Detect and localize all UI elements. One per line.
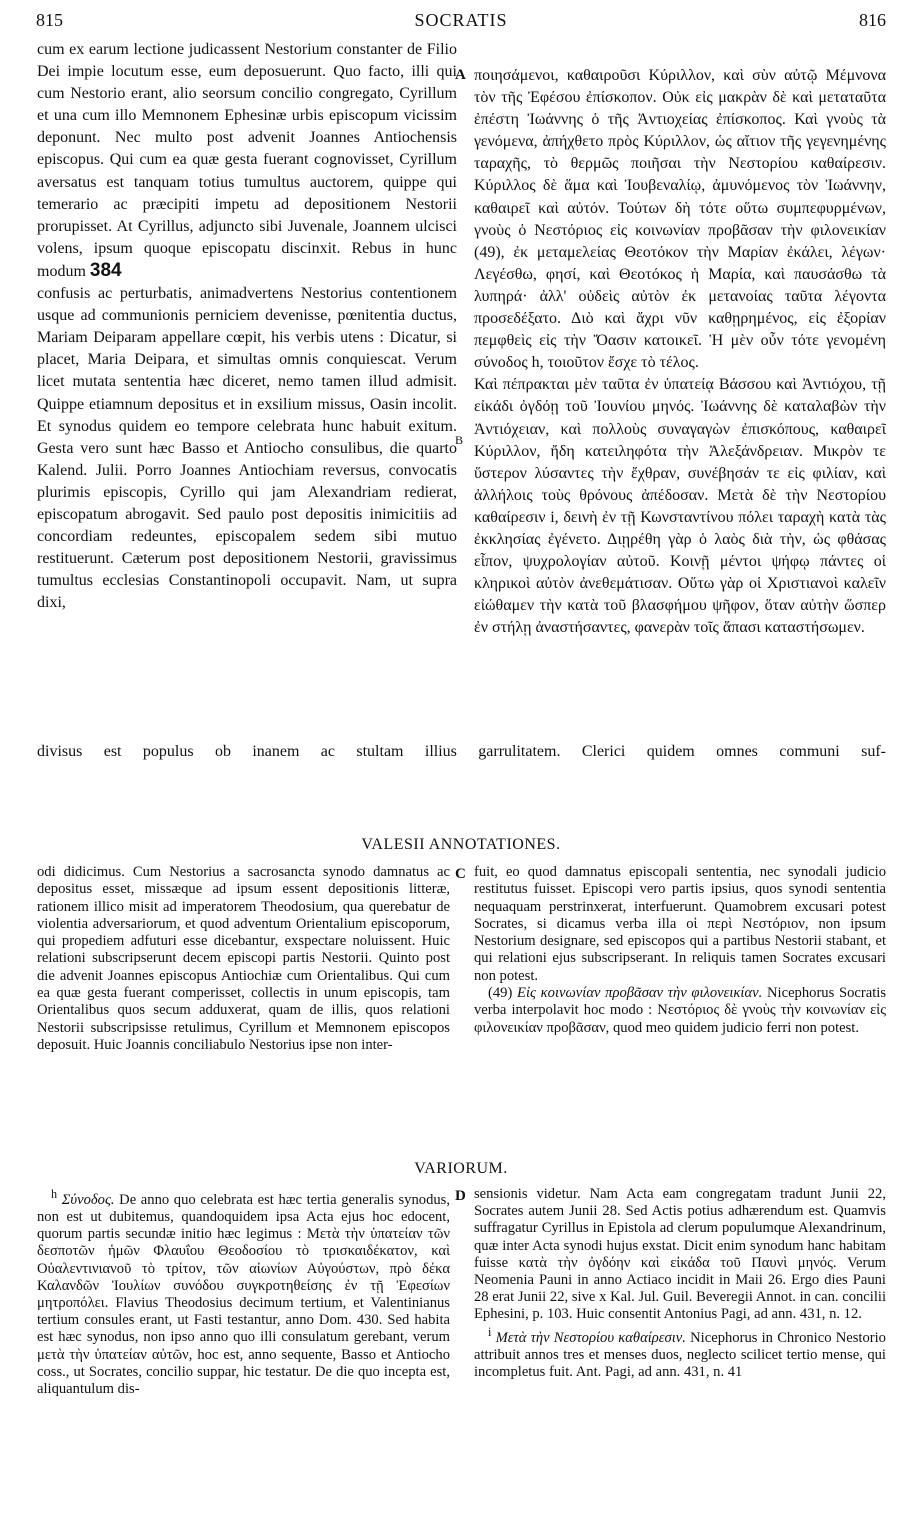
margin-letter-c: C (455, 866, 466, 882)
latin-text-1: cum ex earum lectione judicassent Nestorium constanter de Filio Dei impie locutum esse, eum deposuerunt. Quo facto, illi qui cum Nestorio erant, alio seorsum concilio congregato, Cyrillum et una cum illo Memnonem Ephesinæ urbis episcopum vicissim deponunt. Nec multo post advenit Joannes Antiochensis episcopus. Qui cum ea quæ gesta fuerant cognovisset, Cyrillum aversatus est tanquam totius tumultus auctorem, quippe qui temerario ac præcipiti impetu ad depositionem Nestorii prorupisset. At Cyrillus, adjuncto sibi Juvenale, Joannem ulcisci volens, ipsum quoque episcopatu discinxit. Rebus in hunc modum (37, 41, 457, 280)
valesii-heading: VALESII ANNOTATIONES. (361, 836, 561, 853)
running-header (36, 10, 886, 36)
latin-paragraph-2 (37, 283, 457, 614)
footnote-mark-i: i (488, 1324, 492, 1339)
note-text-i: Nicephorus in Chronico Nestorio attribuit annos tres et menses duos, neglecto scilicet tertio mense, qui incompletus fuit. Ant. Pagi, ad ann. 431, n. 41 (474, 1329, 886, 1380)
running-title: SOCRATIS (414, 10, 508, 30)
page-number-left: 815 (36, 10, 63, 30)
note-lemma-i: Μετὰ τὴν Νεστορίου καθαίρεσιν. (495, 1329, 686, 1346)
variorum-right-column (474, 1186, 886, 1526)
margin-letter-b: B (455, 433, 464, 447)
margin-letter-a: A (455, 67, 466, 83)
variorum-note-h (37, 1186, 450, 1398)
note-text: Nicephorus Socratis verba interpolavit hoc modo : Νεστόριος δὲ γνοὺς τὴν κοινωνίαν εἰς φιλονεικίαν προβᾶσαν, quod meo quidem judicio ferri non potest. (474, 985, 886, 1036)
note-lemma-h: Σύνοδος. (61, 1191, 115, 1208)
greek-text-column (474, 65, 886, 742)
page-number-right: 816 (859, 10, 886, 30)
full-width-line: divisus est populus ob inanem ac stultam illius garrulitatem. Clerici quidem omnes communi suf- (37, 743, 886, 760)
latin-paragraph-1 (37, 39, 457, 283)
variorum-note-i (474, 1324, 886, 1381)
valesii-right-note-1: fuit, eo quod damnatus episcopali sententia, nec synodali judicio restitutus fuisset. Episcopi vero partis ipsius, quos synodi sententia nequaquam perstrinxerat, interfuerunt. Quamobrem excusari potest Socrates, si dicamus verba illa οἱ περὶ Νεστόριον, non ipsum Nestorium designare, sed episcopos qui a partibus Nestorii stabant, et qui relationi ejus subscripserant. In reliquis tamen Socrates excusari non potest. (474, 864, 886, 984)
greek-paragraph-1 (474, 65, 886, 374)
footnote-mark-h: h (51, 1187, 58, 1201)
valesii-right-column (474, 864, 886, 1154)
greek-text-2: Καὶ πέπρακται μὲν ταῦτα ἐν ὑπατείᾳ Βάσσου καὶ Ἀντιόχου, τῇ εἰκάδι ὀγδόῃ τοῦ Ἰουνίου μηνός. Ἰωάννης δὲ καταλαβὼν τὴν Ἀντιόχειαν, καὶ πολλοὺς συναγαγὼν ἐπισκόπους, καθαιρεῖ Κύριλλον, ἤδη κατειληφότα τὴν Ἀλεξάνδρειαν. Μικρὸν τε ὕστερον λύσαντες τὴν ἔχθραν, συνέβησάν τε εἰς φιλίαν, καὶ ἀλλήλοις τοὺς θρόνους ἀπέδοσαν. Μετὰ δὲ τὴν Νεστορίου καθαίρεσιν i, δεινὴ ἐν τῇ Κωνσταντίνου πόλει ταραχὴ κατὰ τὰς ἐκκλησίας ἐγένετο. Διῃρέθη γὰρ ὁ λαὸς διὰ τὴν, ὡς φθάσας εἶπον, ψυχρολογίαν αὐτοῦ. Κοινῇ μέντοι ψήφῳ πάντες οἱ κληρικοὶ αὐτὸν ἀνεθεμάτισαν. Οὕτω γὰρ οἱ Χριστιανοὶ καλεῖν εἰώθαμεν τὴν κατὰ τοῦ βλασφήμου ψῆφον, ὅταν αὐτὴν ὥσπερ ἐν στήλῃ ἀναστήσαντες, φανερὰν τοῖς ἅπασι καταστήσωμεν. (474, 376, 886, 637)
variorum-heading: VARIORUM. (414, 1160, 508, 1177)
section-number: 384 (89, 259, 122, 281)
valesii-left-column: odi didicimus. Cum Nestorius a sacrosancta synodo damnatus ac depositus esset, missæque ad ipsum essent depositionis litteræ, rationem illico misit ad imperatorem Theodosium, qua querebatur de violentia adversariorum, et quod adventum Orientalium episcoporum, qui propediem adfuturi esse dicebantur, exspectare noluissent. Huic relationi subscripserunt decem episcopi partis Nestorii. Quinto post die advenit Joannes episcopus Antiochiæ cum Orientalibus. Qui cum ea quæ gesta fuerant comperisset, collectis in unum episcopis, tam Orientalibus quos secum adduxerat, quam de illis, quos relationi Nestorii subscripsisse retulimus, Cyrillum et Memnonem episcopos deposuit. Huic Joannis conciliabulo Nestorius ipse non inter- (37, 864, 450, 1053)
note-number: (49) (488, 985, 513, 1002)
greek-paragraph-2 (474, 374, 886, 639)
valesii-right-note-2 (474, 985, 886, 1037)
latin-text-column (37, 39, 457, 763)
note-lemma: Εἰς κοινωνίαν προβᾶσαν τὴν φιλονεικίαν. (517, 985, 763, 1002)
note-text-h: De anno quo celebrata est hæc tertia generalis synodus, non est ut dubitemus, quandoquidem ipsa Acta ejus hoc edocent, quorum partis secundæ initio hæc legimus : Μετὰ τὴν ὑπατείαν τῶν δεσποτῶν ἡμῶν Φλαυΐου Θεοδοσίου τὸ τρισκαιδέκατον, καὶ Οὐαλεντινιανοῦ τὸ τρίτον, τῶν αἰωνίων Αὐγούστων, πρὸ δέκα Καλανδῶν Ἰουλίων συνόδου συγκροτηθείσης ἐν τῇ Ἐφεσίων μητροπόλει. Flavius Theodosius decimum tertium, et Valentinianus tertium consules erant, ut Fasti testantur, anno Dom. 430. Sed habita est hæc synodus, non ipso anno quo illi consulatum gerebant, verum μετὰ τὴν ὑπατείαν αὐτῶν, hoc est, anno sequente, Basso et Antiocho coss., ut Socrates, concilio suppar, hic testatur. De die quo incepta est, aliquantulum dis- (37, 1191, 450, 1398)
margin-letter-d: D (455, 1188, 466, 1204)
greek-text-1: ποιησάμενοι, καθαιροῦσι Κύριλλον, καὶ σὺν αὐτῷ Μέμνονα τὸν τῆς Ἐφέσου ἐπίσκοπον. Οὐκ εἰς μακρὰν δὲ καὶ μεταταῦτα ἐπέστη Ἰωάννης ὁ τῆς Ἀντιοχείας ἐπίσκοπος. Καὶ γνοὺς τὰ γενόμενα, ἀπήχθετο πρὸς Κύριλλον, ὡς αἴτιον τῆς γεγενημένης ταραχῆς, τὸ θερμῶς ποιῆσαι τὴν Νεστορίου καθαίρεσιν. Κύριλλος δὲ ἅμα καὶ Ἰουβεναλίῳ, ἀμυνόμενος τὸν Ἰωάννην, καθαιρεῖ καὶ αὐτόν. Τούτων δὴ τότε οὕτω συμπεφυρμένων, γνοὺς ὁ Νεστόριος εἰς κοινωνίαν προβᾶσαν τὴν φιλονεικίαν (49), ἐκ μεταμελείας Θεοτόκον τὴν Μαρίαν ἐκάλει, λέγων· Λεγέσθω, φησί, καὶ Θεοτόκος ἡ Μαρία, καὶ παυσάσθω τὰ λυπηρά· ἀλλ' οὐδεὶς αὐτὸν ἐκ μετανοίας ταῦτα λέγοντα προσεδέξατο. Διὸ καὶ ἄχρι νῦν καθῃρημένος, εἰς ἐξορίαν πεμφθεὶς εἰς τὴν Ὄασιν κατοικεῖ. Ἡ μὲν οὖν τότε γενομένη σύνοδος h, τοιοῦτον ἔσχε τὸ τέλος. (474, 67, 886, 372)
variorum-note-h-cont: sensionis videtur. Nam Acta eam congregatam tradunt Junii 22, Socrates autem Junii 28. Sed Actis potius adhærendum est. Quamvis suffragatur Cyrillus in Epistola ad clerum populumque Alexandrinum, quæ inter Acta synodi hujus exstat. Dicit enim synodum hanc habitam fuisse κατὰ τὴν ὀγδόην καὶ εἰκάδα τοῦ Παυνὶ μηνός. Verum Neomenia Pauni in anno Actiaco incidit in Maii 26. Ergo dies Pauni 28 erat Junii 22, sive x Kal. Jul. Guil. Beveregii Annot. in can. concilii Ephesini, p. 103. Huic consentit Antonius Pagi, ad ann. 431, n. 12. (474, 1186, 886, 1323)
latin-text-2: confusis ac perturbatis, animadvertens Nestorius contentionem usque ad communionis perniciem devenisse, pœnitentia ductus, Mariam Deiparam appellare cœpit, his verbis utens : Dicatur, si placet, Maria Deipara, et simultas omnis conquiescat. Verum licet mutata sententia hæc diceret, nemo tamen illud admisit. Quippe etiamnum depositus et in exsilium missus, Oasin incolit. Et synodus quidem eo tempore celebrata hunc habuit exitum. Gesta vero sunt hæc Basso et Antiocho consulibus, die quarto Kalend. Julii. Porro Joannes Antiochiam reversus, convocatis plurimis episcopis, Cyrillo qui jam Alexandriam redierat, episcopatum abrogavit. Sed paulo post depositis inimicitiis ad concordiam redeuntes, episcopalem sedem sibi mutuo restituerunt. Cæterum post depositionem Nestorii, gravissimus tumultus ecclesias Constantinopoli occupavit. Nam, ut supra dixi, (37, 285, 457, 612)
variorum-left-column (37, 1186, 450, 1526)
